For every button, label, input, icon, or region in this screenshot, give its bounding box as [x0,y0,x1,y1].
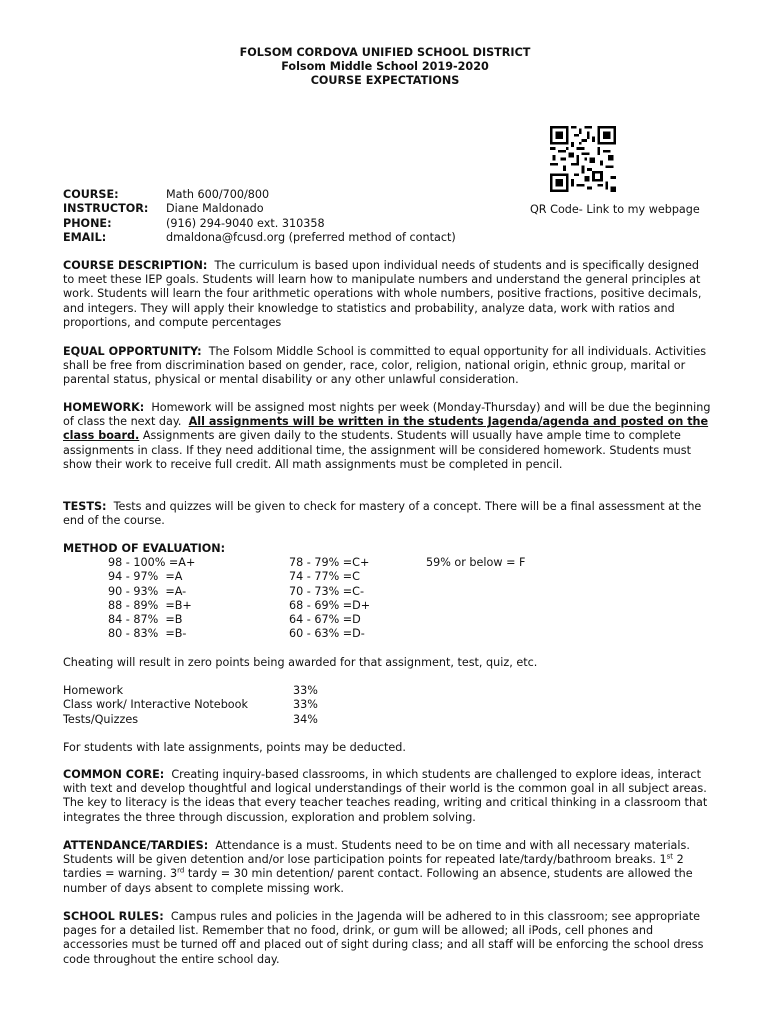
phone-label: PHONE: [63,216,112,230]
tests-heading: TESTS: [63,500,107,513]
course-info [63,188,456,245]
late-assignments-note: For students with late assignments, points may be deducted. [63,741,406,754]
grade-item: 78 - 79% =C+ [289,556,370,569]
homework-text-1: Homework will be assigned most nights per week (Monday-Thursday) and will be due the beginning of class the next day. [63,401,711,429]
homework-text-2: Assignments are given daily to the students. Students will usually have ample time to complete assignments in class. If they need additional time, the assignment will be considered homework. Students must show their work to receive full credit. All math assignments must be completed in pencil. [63,429,691,471]
school-rules-section [63,910,713,967]
instructor-row [63,202,456,216]
grade-item: 90 - 93% =A- [108,584,187,598]
grade-item: 64 - 67% =D [289,613,361,627]
school-rules-text: Campus rules and policies in the Jagenda will be adhered to in this classroom; see appropriate pages for a detailed list. Remember that no food, drink, or gum will be allowed; all iPods, cell phones and accessories must be turned off and placed out of sight during class; and all staff will be enforcing the school dress code throughout the entire school day. [63,910,704,966]
grade-item: 68 - 69% =D+ [289,598,371,612]
grade-item: 74 - 77% =C [289,570,360,584]
grade-scale-column-1 [108,556,195,642]
school-rules-heading: SCHOOL RULES: [63,910,164,923]
grade-item: 59% or below = F [426,556,526,569]
grade-item: 94 - 97% =A [108,570,183,584]
grade-item: 88 - 89% =B+ [108,598,192,612]
weight-row: Class work/ Interactive Notebook 33% [63,698,318,712]
equal-opportunity-text: The Folsom Middle School is committed to equal opportunity for all individuals. Activities shall be free from discrimination based on gender, race, color, religion, national origin, ethnic group, marital or parental status, physical or mental disability or any other unlawful consideration. [63,345,707,387]
grade-weights [63,684,318,727]
email-label: EMAIL: [63,230,107,244]
evaluation-heading: METHOD OF EVALUATION: [63,542,226,555]
grade-item: 80 - 83% =B- [108,627,187,641]
course-description-section [63,259,713,330]
grade-item: 84 - 87% =B [108,613,183,627]
homework-section [63,401,713,472]
qr-code-icon[interactable] [550,126,616,192]
grade-item: 98 - 100% =A+ [108,556,196,569]
weight-row: Homework 33% [63,684,318,697]
common-core-heading: COMMON CORE: [63,768,165,781]
tests-text: Tests and quizzes will be given to check for mastery of a concept. There will be a final assessment at the end of the course. [63,500,702,528]
cheating-policy: Cheating will result in zero points being awarded for that assignment, test, quiz, etc. [63,656,538,669]
course-value: Math 600/700/800 [166,188,270,201]
common-core-section [63,768,713,825]
email-row [63,231,456,245]
weight-row: Tests/Quizzes 34% [63,712,318,726]
grade-item: 60 - 63% =D- [289,627,365,641]
equal-opportunity-heading: EQUAL OPPORTUNITY: [63,345,202,358]
grade-scale-column-2 [289,556,370,642]
homework-heading: HOMEWORK: [63,401,145,414]
tests-section [63,500,713,528]
document-header [0,46,770,88]
course-label: COURSE: [63,188,119,201]
grade-item: 70 - 73% =C- [289,584,365,598]
course-description-text: The curriculum is based upon individual needs of students and is specifically designed to meet these IEP goals. Students will learn how to manipulate numbers and understand the general principles at work. Students will learn the four arithmetic operations with whole numbers, positive fractions, positive decimals, and integers. They will apply their knowledge to statistics and probability, analyze data, work with ratios and proportions, and compute percentages [63,259,702,329]
document-title: COURSE EXPECTATIONS [310,74,460,87]
instructor-label: INSTRUCTOR: [63,202,149,216]
attendance-section: ATTENDANCE/TARDIES: Attendance is a must. Students need to be on time and with all necessary materials. Students will be given detention and/or lose participation points for repeated late/tardy/bathroom breaks. 1st 2 tardies = warning. 3rd tardy = 30 min detention/ parent contact. Following an absence, students are allowed the number of days absent to complete missing work. [63,839,693,895]
phone-value: (916) 294-9040 ext. 310358 [166,216,325,230]
qr-code-caption: QR Code- Link to my webpage [530,203,700,216]
school-name: Folsom Middle School 2019-2020 [281,60,489,73]
common-core-text: Creating inquiry-based classrooms, in which students are challenged to explore ideas, interact with text and develop thoughtful and logical understandings of their world is the common goal in all subject areas. The key to literacy is the ideas that every teacher teaches reading, writing and critical thinking in a classroom that integrates the three through discussion, exploration and problem solving. [63,768,708,824]
attendance-heading: ATTENDANCE/TARDIES: [63,839,209,852]
phone-row [63,217,456,231]
homework-emphasis: All assignments will be written in the students Jagenda/agenda and posted on the class board. [63,415,709,443]
district-name: FOLSOM CORDOVA UNIFIED SCHOOL DISTRICT [239,46,531,59]
course-description-heading: COURSE DESCRIPTION: [63,259,208,272]
course-row [63,188,456,202]
instructor-value: Diane Maldonado [166,202,264,216]
grade-scale-column-3 [426,556,525,570]
equal-opportunity-section [63,345,713,388]
email-value[interactable]: dmaldona@fcusd.org (preferred method of contact) [166,230,456,244]
